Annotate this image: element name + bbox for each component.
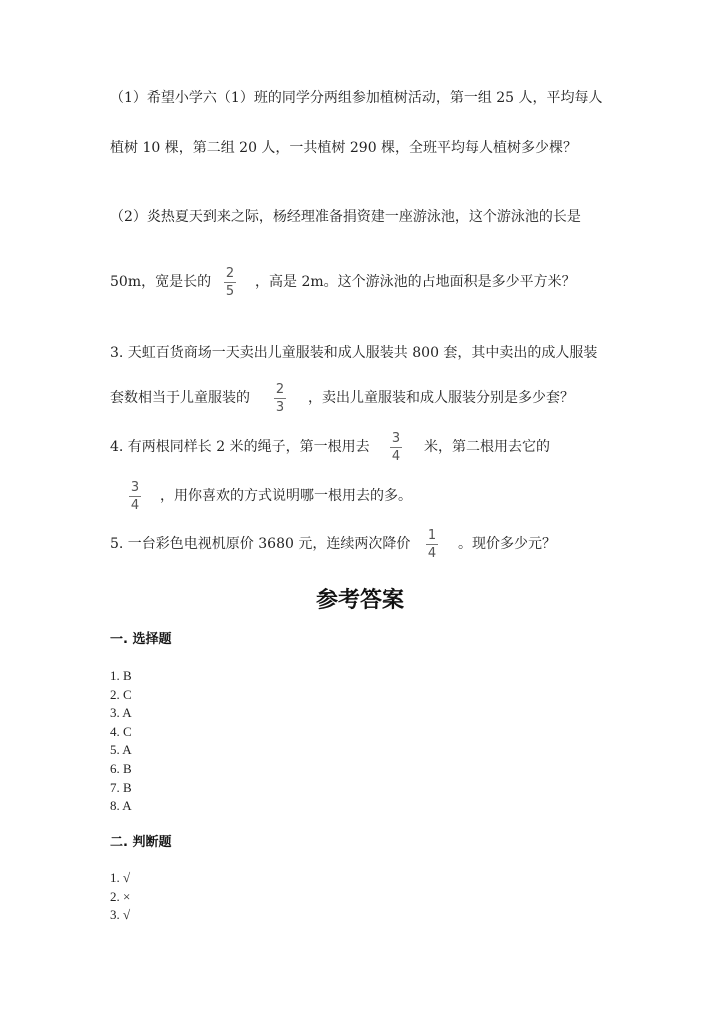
problem-4-line-2: ，用你喜欢的方式说明哪一根用去的多。 (160, 488, 412, 504)
fraction-bar (224, 282, 236, 283)
answer-item: 7. B (110, 779, 132, 795)
answer-item: 4. C (110, 723, 132, 739)
fraction-bar (390, 447, 402, 448)
choice-answer-list (110, 667, 132, 816)
answer-title: 参考答案 (315, 588, 404, 613)
problem-3-line-2-before: 套数相当于儿童服装的 (110, 390, 250, 406)
fraction-numerator: 2 (275, 382, 285, 397)
answer-item: 1. √ (110, 870, 131, 885)
answer-item: 5. A (110, 742, 132, 758)
answer-item: 3. A (110, 705, 132, 721)
fraction-three-quarters-2 (129, 480, 141, 513)
fraction-denominator: 5 (225, 284, 235, 299)
fraction-numerator: 2 (225, 266, 235, 281)
problem-5-line-after: 。现价多少元？ (458, 536, 556, 552)
problem-3-line-1: 3. 天虹百货商场一天卖出儿童服装和成人服装共 800 套，其中卖出的成人服装 (110, 345, 598, 361)
fraction-denominator: 4 (427, 546, 437, 561)
fraction-two-fifths (224, 266, 236, 299)
problem-2-line-2-after: ，高是 2m。这个游泳池的占地面积是多少平方米？ (255, 274, 576, 290)
judgement-answer-list (110, 869, 130, 925)
fraction-bar (426, 544, 438, 545)
section-heading-choice: 一. 选择题 (110, 632, 172, 647)
problem-2-line-1: （2）炎热夏天到来之际，杨经理准备捐资建一座游泳池，这个游泳池的长是 (110, 209, 581, 225)
fraction-numerator: 3 (130, 480, 140, 495)
fraction-two-thirds (274, 382, 286, 415)
fraction-denominator: 4 (130, 498, 140, 513)
fraction-bar (129, 496, 141, 497)
fraction-one-quarter (426, 528, 438, 561)
problem-2-line-2-before: 50m，宽是长的 (110, 274, 212, 290)
answer-item: 2. C (110, 686, 132, 702)
answer-item: 1. B (110, 668, 132, 683)
problem-4-line-1-before: 4. 有两根同样长 2 米的绳子，第一根用去 (110, 439, 370, 455)
fraction-denominator: 4 (391, 449, 401, 464)
problem-1-line-1: （1）希望小学六（1）班的同学分两组参加植树活动，第一组 25 人，平均每人 (110, 90, 603, 106)
section-heading-judgement: 二. 判断题 (110, 835, 172, 850)
fraction-three-quarters (390, 431, 402, 464)
problem-3-line-2-after: ，卖出儿童服装和成人服装分别是多少套？ (308, 390, 574, 406)
answer-item: 8. A (110, 798, 132, 814)
answer-item: 6. B (110, 760, 132, 776)
fraction-numerator: 3 (391, 431, 401, 446)
fraction-denominator: 3 (275, 400, 285, 415)
answer-item: 2. × (110, 888, 131, 904)
fraction-numerator: 1 (427, 528, 437, 543)
problem-5-line-before: 5. 一台彩色电视机原价 3680 元，连续两次降价 (110, 536, 411, 552)
problem-4-line-1-after: 米，第二根用去它的 (424, 439, 550, 455)
fraction-bar (274, 398, 286, 399)
problem-1-line-2: 植树 10 棵，第二组 20 人，一共植树 290 棵，全班平均每人植树多少棵？ (110, 140, 578, 156)
answer-item: 3. √ (110, 907, 131, 923)
